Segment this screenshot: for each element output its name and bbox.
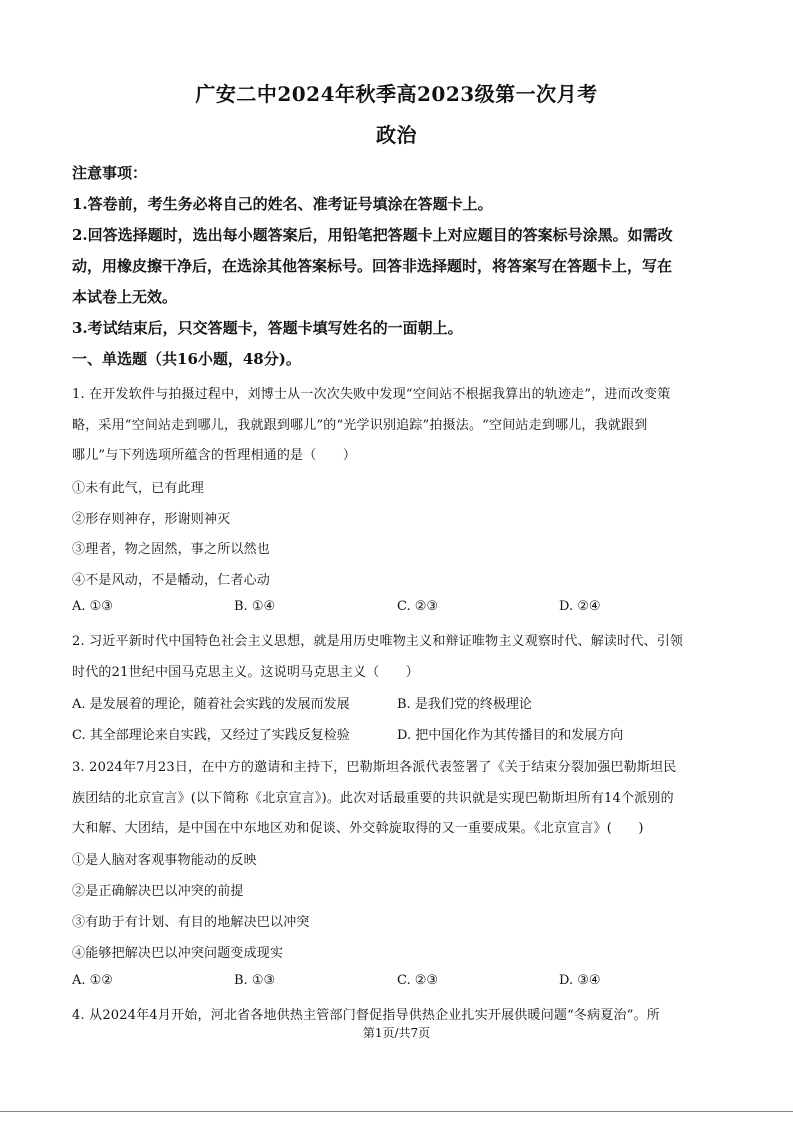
q1-statement-2: ②形存则神存，形谢则神灭 [72,512,231,527]
q3-option-b: B. ①③ [234,973,276,988]
q2-option-b: B. 是我们党的终极理论 [397,697,532,712]
notice-line-2a: 2.回答选择题时，选出每小题答案后，用铅笔把答题卡上对应题目的答案标号涂黑。如需改 [72,226,673,244]
q1-statement-4: ④不是风动，不是幡动，仁者心动 [72,573,271,588]
notice-line-2c: 本试卷上无效。 [72,288,178,306]
q3-statement-3: ③有助于有计划、有目的地解决巴以冲突 [72,915,310,930]
q1-option-c: C. ②③ [397,599,439,614]
q1-option-b: B. ①④ [234,599,276,614]
q3-stem-line-3: 大和解、大团结，是中国在中东地区劝和促谈、外交斡旋取得的又一重要成果。《北京宣言》( ) [72,821,644,836]
q3-option-a: A. ①② [72,973,113,988]
q3-statement-1: ①是人脑对客观事物能动的反映 [72,853,257,868]
q2-stem-line-2: 时代的21世纪中国马克思主义。这说明马克思主义（ ） [72,665,419,680]
q3-stem-line-1: 3. 2024年7月23日，在中方的邀请和主持下，巴勒斯坦各派代表签署了《关于结束分裂加强巴勒斯坦民 [72,760,677,775]
q3-option-c: C. ②③ [397,973,439,988]
q1-option-a: A. ①③ [72,599,113,614]
notice-line-1: 1.答卷前，考生务必将自己的姓名、准考证号填涂在答题卡上。 [72,195,493,213]
notice-heading: 注意事项： [72,164,148,182]
notice-line-2b: 动，用橡皮擦干净后，在选涂其他答案标号。回答非选择题时，将答案写在答题卡上，写在 [72,257,673,275]
page-number: 第1页/共7页 [362,1026,431,1040]
q2-option-c: C. 其全部理论来自实践，又经过了实践反复检验 [72,728,350,743]
q3-option-d: D. ③④ [559,973,601,988]
q2-stem-line-1: 2. 习近平新时代中国特色社会主义思想，就是用历史唯物主义和辩证唯物主义观察时代、解读时代、引领 [72,634,684,649]
q1-statement-3: ③理者，物之固然，事之所以然也 [72,542,271,557]
q1-option-d: D. ②④ [559,599,601,614]
notice-line-3: 3.考试结束后，只交答题卡，答题卡填写姓名的一面朝上。 [72,319,463,337]
q1-stem-line-2: 略，采用“空间站走到哪儿，我就跟到哪儿”的“光学识别追踪”拍摄法。“空间站走到哪儿，我就跟到 [72,418,648,433]
q4-stem-line-1: 4. 从2024年4月开始，河北省各地供热主管部门督促指导供热企业扎实开展供暖问题“冬病夏治”。所 [72,1008,660,1023]
section-heading: 一、单选题（共16小题，48分)。 [72,350,301,368]
q3-stem-line-2: 族团结的北京宣言》(以下简称《北京宣言》)。此次对话最重要的共识就是实现巴勒斯坦所有14个派别的 [72,791,674,806]
q2-option-a: A. 是发展着的理论，随着社会实践的发展而发展 [72,697,350,712]
q1-stem-line-1: 1. 在开发软件与拍摄过程中，刘博士从一次次失败中发现“空间站不根据我算出的轨迹走”，进而改变策 [72,387,671,402]
q1-stem-line-3: 哪儿”与下列选项所蕴含的哲理相通的是（ ） [72,448,357,463]
q1-statement-1: ①未有此气，已有此理 [72,481,205,496]
q3-statement-4: ④能够把解决巴以冲突问题变成现实 [72,946,284,961]
bottom-divider [0,1111,793,1112]
subject-title: 政治 [376,123,417,147]
q3-statement-2: ②是正确解决巴以冲突的前提 [72,884,244,899]
exam-title: 广安二中2024年秋季高2023级第一次月考 [195,82,598,106]
q2-option-d: D. 把中国化作为其传播目的和发展方向 [397,728,624,743]
